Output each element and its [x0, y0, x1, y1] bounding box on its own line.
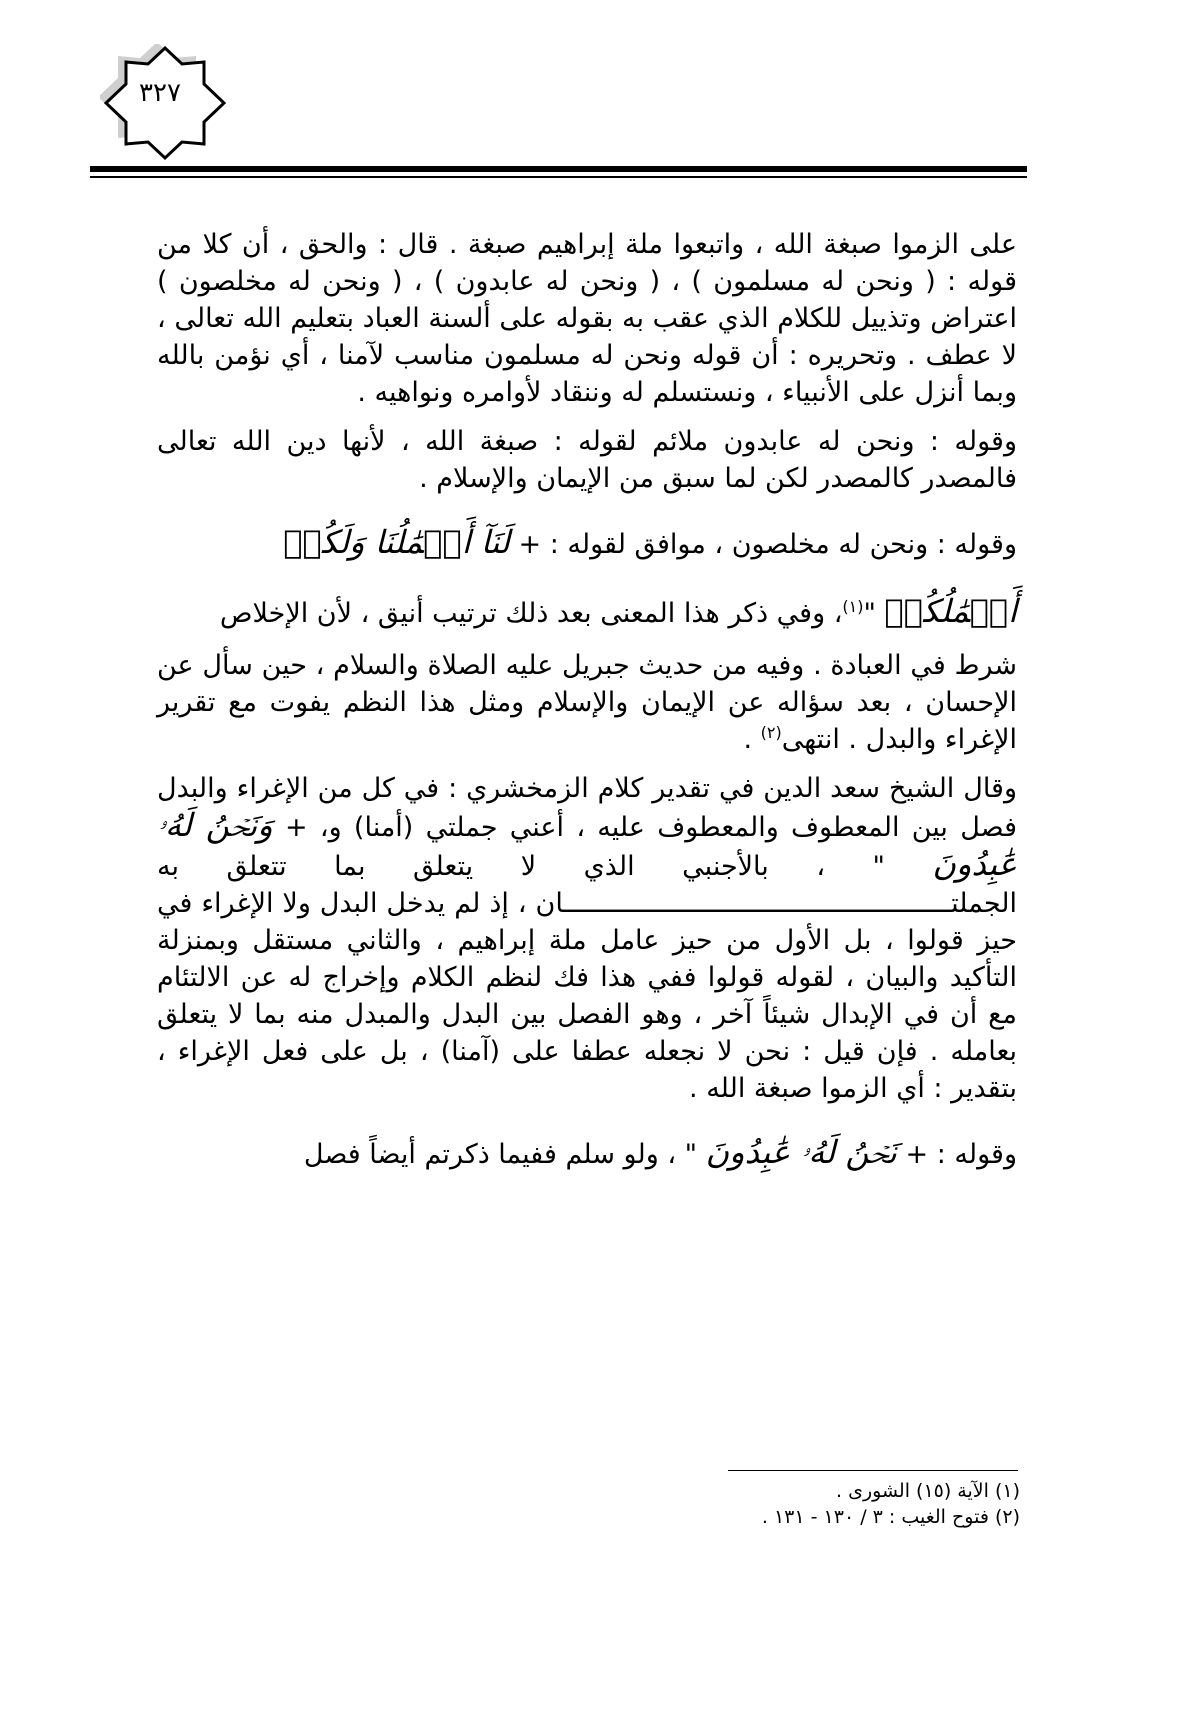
quran-verse-1-cont: أَعۡمَٰلُكُمۡ [884, 592, 1017, 630]
footnote-ref-1: (١) [842, 597, 864, 616]
paragraph-4 [157, 578, 1017, 647]
page-number: ٣٢٧ [139, 78, 181, 108]
paragraph-3-text: وقوله : ونحن له مخلصون ، موافق لقوله : + [518, 529, 1017, 560]
quran-verse-2: وَنَحۡنُ لَهُۥ عَٰبِدُونَ [157, 806, 1018, 883]
paragraph-2: وقوله : ونحن له عابدون ملائم لقوله : صبغة الله ، لأنها دين الله تعالى فالمصدر كالمصدر لكن لما سبق من الإيمان والإسلام . [157, 426, 1017, 494]
paragraph-7-text: وقوله : + [905, 1139, 1017, 1170]
footnote-ref-2: (٢) [760, 723, 782, 742]
header-rule-thin [90, 176, 1027, 178]
header-rule-thick [90, 166, 1027, 172]
quran-verse-1: لَنَآ أَعۡمَٰلُنَا وَلَكُمۡ [283, 523, 510, 561]
paragraph-7 [157, 1119, 1017, 1188]
footnotes [600, 1478, 1020, 1530]
paragraph-6-text: وقال الشيخ سعد الدين في تقدير كلام الزمخشري : في كل من الإغراء والبدل فصل بين المعطوف والمعطوف عليه ، أعني جملتي (أمنا) و، + [157, 773, 1017, 843]
paragraph-4-text: ، وفي ذكر هذا المعنى بعد ذلك ترتيب أنيق ، لأن الإخلاص [219, 598, 843, 629]
paragraph-3 [157, 509, 1017, 578]
footnote-1: (١) الآية (١٥) الشورى . [836, 1480, 1020, 1502]
paragraph-7-text-cont: " ، ولو سلم ففيما ذكرتم أيضاً فصل [303, 1139, 698, 1170]
footnote-2: (٢) فتوح الغيب : ٣ / ١٣٠ - ١٣١ . [761, 1506, 1020, 1528]
body-text [157, 226, 1017, 1188]
quote-close: " [863, 598, 876, 629]
paragraph-5-text: شرط في العبادة . وفيه من حديث جبريل عليه الصلاة والسلام ، حين سأل عن الإحسان ، بعد سؤاله عن الإيمان والإسلام ومثل هذا النظم يفوت مع تقرير الإغراء والبدل . انتهى [157, 650, 1017, 755]
paragraph-1: على الزموا صبغة الله ، واتبعوا ملة إبراهيم صبغة . قال : والحق ، أن كلا من قوله : ( ونحن له مسلمون ) ، ( ونحن له عابدون ) ، ( ونحن له مخلصون ) اعتراض وتذييل للكلام الذي عقب به بقوله على ألسنة العباد بتعليم الله تعالى ، لا عطف . وتحريره : أن قوله ونحن له مسلمون مناسب لآمنا ، أي نؤمن بالله وبما أنزل على الأنبياء ، ونستسلم له وننقاد لأوامره ونواهيه . [157, 229, 1017, 408]
paragraph-5 [157, 647, 1017, 758]
paragraph-6 [157, 770, 1017, 1107]
paragraph-6-text-cont: " ، بالأجنبي الذي لا يتعلق بما تتعلق به الجملتـــــــــــــــــــــــــــــــــــــــــــــــــان ، إذ لم يدخل البدل ولا الإغراء في حيز قولوا ، بل الأول من حيز عامل ملة إبراهيم ، والثاني مستقل وبمنزلة التأكيد والبيان ، لقوله قولوا ففي هذا فك لنظم الكلام وإخراج له عن الالتئام مع أن في الإبدال شيئاً آخر ، وهو الفصل بين البدل والمبدل منه بما لا يتعلق بعامله . فإن قيل : نحن لا نجعله عطفا على (آمنا) ، بل على فعل الإغراء ، بتقدير : أي الزموا صبغة الله . [157, 851, 1017, 1104]
quran-verse-3: نَحۡنُ لَهُۥ عَٰبِدُونَ [705, 1133, 897, 1171]
paragraph-5-end: . [743, 724, 761, 755]
footnote-rule [728, 1470, 1018, 1471]
